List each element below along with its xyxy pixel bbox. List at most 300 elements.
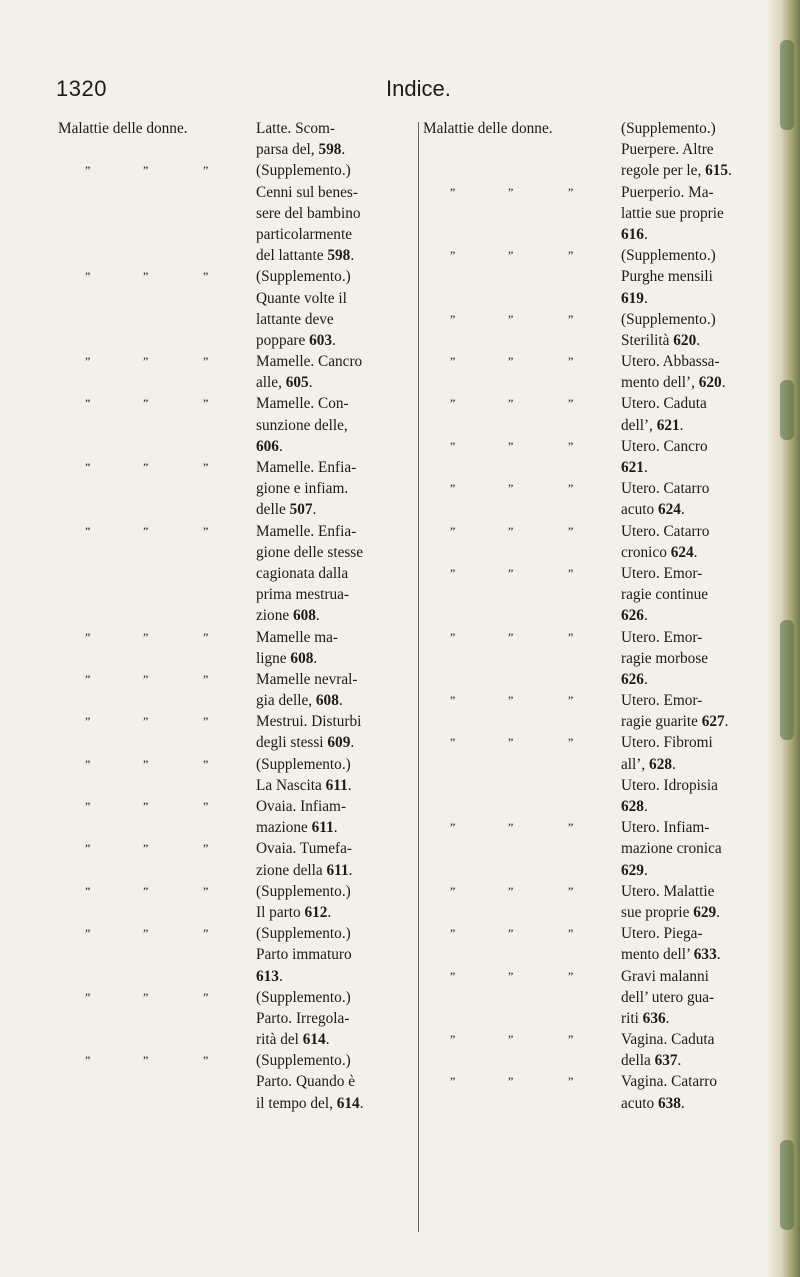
entry-text: zione della 611. bbox=[256, 861, 353, 879]
index-line bbox=[58, 605, 416, 626]
entry-text: Utero. Catarro bbox=[621, 480, 710, 498]
index-line bbox=[423, 478, 775, 499]
ditto-mark: ” bbox=[568, 184, 573, 199]
entry-text: gione e infiam. bbox=[256, 480, 349, 498]
ditto-mark: ” bbox=[143, 460, 148, 474]
ditto-mark: ” bbox=[143, 269, 148, 284]
ditto-mark: ” bbox=[508, 735, 513, 750]
ditto-mark: ” bbox=[85, 523, 90, 538]
ditto-mark: ” bbox=[85, 460, 90, 474]
ditto-mark: ” bbox=[508, 438, 513, 453]
entry-text: Cenni sul benes- bbox=[256, 183, 358, 201]
ditto-mark: ” bbox=[568, 820, 573, 835]
page-reference: 628 bbox=[621, 798, 644, 815]
entry-text: Puerperio. Ma- bbox=[621, 183, 714, 201]
index-line bbox=[58, 711, 416, 732]
ditto-mark: ” bbox=[85, 269, 90, 284]
ditto-mark: ” bbox=[508, 184, 513, 199]
index-line bbox=[423, 923, 775, 944]
index-line bbox=[58, 266, 416, 287]
index-line bbox=[58, 1029, 416, 1050]
ditto-mark: ” bbox=[450, 184, 455, 199]
entry-text: lattante deve bbox=[256, 310, 334, 328]
index-line bbox=[58, 351, 416, 372]
entry-text: Gravi malanni bbox=[621, 967, 709, 985]
entry-text: Mamelle nevral- bbox=[256, 670, 358, 688]
ditto-mark: ” bbox=[508, 1074, 513, 1089]
ditto-mark: ” bbox=[85, 926, 90, 941]
ditto-mark: ” bbox=[568, 438, 573, 453]
entry-text: Utero. Infiam- bbox=[621, 819, 710, 837]
index-line bbox=[58, 1050, 416, 1071]
entry-text: Utero. Emor- bbox=[621, 692, 703, 710]
ditto-mark: ” bbox=[203, 841, 208, 856]
ditto-mark: ” bbox=[143, 523, 148, 538]
entry-text: del lattante 598. bbox=[256, 247, 355, 265]
entry-text: 626. bbox=[621, 607, 648, 625]
index-line bbox=[58, 732, 416, 753]
index-line bbox=[58, 542, 416, 563]
page-reference: 624 bbox=[657, 501, 681, 519]
ditto-mark: ” bbox=[568, 968, 573, 983]
entry-text: (Supplemento.) bbox=[256, 988, 351, 1006]
page-reference: 626 bbox=[621, 670, 644, 688]
index-line bbox=[423, 542, 775, 563]
index-line bbox=[58, 944, 416, 965]
entry-text: ragie morbose bbox=[621, 649, 709, 667]
running-title: Indice. bbox=[386, 76, 451, 101]
ditto-mark: ” bbox=[508, 820, 513, 835]
index-line bbox=[58, 118, 416, 139]
index-line bbox=[423, 796, 775, 817]
index-line bbox=[58, 563, 416, 584]
index-line bbox=[423, 351, 775, 372]
entry-text: dell’, 621. bbox=[621, 416, 684, 434]
entry-text: 629. bbox=[621, 861, 648, 879]
ditto-mark: ” bbox=[143, 883, 148, 898]
ditto-mark: ” bbox=[85, 354, 90, 369]
index-line bbox=[423, 372, 775, 393]
ditto-mark: ” bbox=[508, 396, 513, 411]
entry-text: Parto. Irregola- bbox=[256, 1009, 350, 1027]
index-line bbox=[58, 457, 416, 478]
index-line bbox=[423, 1029, 775, 1050]
ditto-mark: ” bbox=[143, 714, 148, 729]
index-line bbox=[423, 457, 775, 478]
page-reference: 624 bbox=[670, 543, 694, 561]
entry-text: (Supplemento.) bbox=[256, 1052, 351, 1070]
ditto-mark: ” bbox=[508, 565, 513, 580]
entry-text: sue proprie 629. bbox=[621, 903, 720, 921]
entry-text: Utero. Caduta bbox=[621, 395, 707, 413]
ditto-mark: ” bbox=[85, 841, 90, 856]
page-reference: 619 bbox=[621, 289, 644, 307]
ditto-mark: ” bbox=[450, 926, 455, 941]
entry-text: rità del 614. bbox=[256, 1031, 330, 1049]
entry-text: (Supplemento.) bbox=[256, 755, 351, 773]
entry-text: della 637. bbox=[621, 1052, 682, 1070]
ditto-mark: ” bbox=[568, 248, 573, 263]
ditto-mark: ” bbox=[568, 735, 573, 750]
index-line bbox=[423, 711, 775, 732]
ditto-mark: ” bbox=[203, 523, 208, 538]
index-line bbox=[58, 309, 416, 330]
ditto-mark: ” bbox=[508, 629, 513, 644]
page-reference: 598 bbox=[318, 141, 342, 159]
entry-text: cagionata dalla bbox=[256, 564, 349, 582]
entry-text: (Supplemento.) bbox=[621, 120, 716, 137]
page-reference: 613 bbox=[256, 967, 279, 985]
entry-text: Utero. Abbassa- bbox=[621, 353, 720, 371]
entry-text: lattie sue proprie bbox=[621, 204, 724, 222]
index-line bbox=[58, 330, 416, 351]
index-line bbox=[423, 732, 775, 753]
ditto-mark: ” bbox=[450, 1032, 455, 1047]
entry-text: Ovaia. Infiam- bbox=[256, 798, 347, 815]
ditto-mark: ” bbox=[508, 693, 513, 708]
ditto-mark: ” bbox=[203, 163, 208, 178]
entry-text: Purghe mensili bbox=[621, 268, 713, 286]
page-reference: 609 bbox=[327, 734, 351, 752]
ditto-mark: ” bbox=[143, 1053, 148, 1068]
ditto-mark: ” bbox=[508, 523, 513, 538]
ditto-mark: ” bbox=[203, 926, 208, 941]
entry-text: Sterilità 620. bbox=[621, 331, 701, 349]
entry-text: particolarmente bbox=[256, 225, 352, 243]
page-reference: 612 bbox=[304, 903, 328, 921]
index-line bbox=[423, 415, 775, 436]
entry-text: mento dell’ 633. bbox=[621, 946, 721, 964]
page-reference: 611 bbox=[326, 861, 349, 879]
index-line bbox=[58, 139, 416, 160]
index-line bbox=[58, 245, 416, 266]
ditto-mark: ” bbox=[508, 354, 513, 369]
ditto-mark: ” bbox=[85, 756, 90, 771]
index-line bbox=[423, 584, 775, 605]
entry-text: all’, 628. bbox=[621, 755, 676, 773]
entry-text: 628. bbox=[621, 798, 648, 815]
entry-text: Parto immaturo bbox=[256, 946, 352, 964]
index-line bbox=[58, 796, 416, 817]
entry-text: dell’ utero gua- bbox=[621, 988, 715, 1006]
entry-text: Quante volte il bbox=[256, 289, 347, 307]
index-line bbox=[58, 1008, 416, 1029]
index-line bbox=[58, 754, 416, 775]
ditto-mark: ” bbox=[203, 883, 208, 898]
entry-text: (Supplemento.) bbox=[256, 268, 351, 286]
ditto-mark: ” bbox=[508, 311, 513, 326]
page-reference: 629 bbox=[693, 903, 717, 921]
entry-text: 626. bbox=[621, 670, 648, 688]
page-reference: 606 bbox=[256, 437, 279, 455]
ditto-mark: ” bbox=[85, 799, 90, 813]
ditto-mark: ” bbox=[85, 629, 90, 644]
ditto-mark: ” bbox=[568, 354, 573, 369]
ditto-mark: ” bbox=[143, 354, 148, 369]
page-reference: 614 bbox=[302, 1031, 326, 1049]
index-line bbox=[58, 1071, 416, 1092]
index-line bbox=[58, 775, 416, 796]
ditto-mark: ” bbox=[450, 735, 455, 750]
ditto-mark: ” bbox=[450, 396, 455, 411]
index-line bbox=[423, 436, 775, 457]
entry-text: Vagina. Caduta bbox=[621, 1031, 715, 1049]
index-line bbox=[58, 923, 416, 944]
index-line bbox=[423, 944, 775, 965]
ditto-mark: ” bbox=[568, 523, 573, 538]
ditto-mark: ” bbox=[143, 841, 148, 856]
entry-text: regole per le, 615. bbox=[621, 162, 732, 180]
ditto-mark: ” bbox=[450, 481, 455, 496]
ditto-mark: ” bbox=[203, 799, 208, 813]
ditto-mark: ” bbox=[450, 820, 455, 835]
index-line bbox=[58, 288, 416, 309]
ditto-mark: ” bbox=[203, 460, 208, 474]
entry-text: zione 608. bbox=[256, 607, 320, 625]
index-line bbox=[58, 182, 416, 203]
entry-text: cronico 624. bbox=[621, 543, 698, 561]
ditto-mark: ” bbox=[508, 248, 513, 263]
page-reference: 627 bbox=[701, 713, 725, 731]
entry-text: ragie continue bbox=[621, 586, 709, 604]
entry-text: (Supplemento.) bbox=[256, 162, 351, 180]
ditto-mark: ” bbox=[203, 269, 208, 284]
index-line bbox=[58, 499, 416, 520]
index-line bbox=[58, 1093, 416, 1114]
page-reference: 608 bbox=[315, 692, 339, 710]
entry-text: Utero. Malattie bbox=[621, 882, 715, 900]
entry-text: delle 507. bbox=[256, 501, 317, 519]
page-reference: 614 bbox=[336, 1094, 360, 1112]
index-line bbox=[423, 1050, 775, 1071]
entry-text: ligne 608. bbox=[256, 649, 318, 667]
ditto-mark: ” bbox=[85, 714, 90, 729]
ditto-mark: ” bbox=[568, 926, 573, 941]
ditto-mark: ” bbox=[203, 396, 208, 411]
entry-text: 606. bbox=[256, 437, 283, 455]
ditto-mark: ” bbox=[143, 629, 148, 644]
page-reference: 615 bbox=[705, 162, 729, 180]
entry-text: (Supplemento.) bbox=[621, 247, 716, 265]
entry-text: Mamelle ma- bbox=[256, 628, 338, 646]
ditto-mark: ” bbox=[450, 438, 455, 453]
index-line bbox=[423, 627, 775, 648]
entry-text: mazione 611. bbox=[256, 819, 338, 837]
entry-text: Mamelle. Cancro bbox=[256, 353, 363, 371]
entry-text: (Supplemento.) bbox=[621, 310, 716, 328]
ditto-mark: ” bbox=[203, 671, 208, 686]
index-line bbox=[423, 245, 775, 266]
page-reference: 608 bbox=[292, 607, 316, 625]
entry-text: il tempo del, 614. bbox=[256, 1094, 364, 1112]
index-line bbox=[58, 817, 416, 838]
stain-mark bbox=[780, 620, 794, 740]
index-line bbox=[58, 372, 416, 393]
ditto-mark: ” bbox=[568, 565, 573, 580]
index-line bbox=[423, 1071, 775, 1092]
ditto-mark: ” bbox=[143, 396, 148, 411]
index-line bbox=[58, 902, 416, 923]
ditto-mark: ” bbox=[450, 523, 455, 538]
entry-text: Ovaia. Tumefa- bbox=[256, 840, 353, 858]
page-reference: 507 bbox=[289, 501, 313, 519]
page-reference: 628 bbox=[649, 755, 672, 773]
category-label: Malattie delle donne. bbox=[423, 120, 553, 137]
page-reference: 620 bbox=[698, 374, 722, 392]
stain-mark bbox=[780, 1140, 794, 1230]
entry-text: sere del bambino bbox=[256, 204, 361, 222]
ditto-mark: ” bbox=[143, 671, 148, 686]
page-reference: 621 bbox=[656, 416, 680, 434]
ditto-mark: ” bbox=[508, 1032, 513, 1047]
entry-text: La Nascita 611. bbox=[256, 776, 352, 794]
index-line bbox=[58, 393, 416, 414]
index-line bbox=[423, 139, 775, 160]
stain-mark bbox=[780, 380, 794, 440]
index-line bbox=[58, 203, 416, 224]
ditto-mark: ” bbox=[508, 926, 513, 941]
entry-text: Puerpere. Altre bbox=[621, 141, 714, 159]
ditto-mark: ” bbox=[85, 989, 90, 1004]
ditto-mark: ” bbox=[203, 756, 208, 771]
ditto-mark: ” bbox=[143, 756, 148, 771]
entry-text: Utero. Cancro bbox=[621, 437, 708, 455]
entry-text: Utero. Emor- bbox=[621, 564, 703, 582]
index-line bbox=[423, 902, 775, 923]
entry-text: 613. bbox=[256, 967, 283, 985]
page-reference: 616 bbox=[621, 225, 644, 243]
entry-text: Utero. Piega- bbox=[621, 925, 703, 943]
ditto-mark: ” bbox=[508, 968, 513, 983]
index-line bbox=[58, 987, 416, 1008]
index-line bbox=[423, 690, 775, 711]
index-line bbox=[423, 754, 775, 775]
index-line bbox=[58, 669, 416, 690]
entry-text: prima mestrua- bbox=[256, 586, 350, 604]
entry-text: parsa del, 598. bbox=[256, 141, 346, 159]
page-reference: 605 bbox=[285, 374, 309, 392]
ditto-mark: ” bbox=[85, 1053, 90, 1068]
index-line bbox=[423, 118, 775, 139]
entry-text: Utero. Fibromi bbox=[621, 734, 713, 752]
ditto-mark: ” bbox=[450, 629, 455, 644]
index-line bbox=[58, 838, 416, 859]
entry-text: Mestrui. Disturbi bbox=[256, 713, 362, 731]
entry-text: Utero. Catarro bbox=[621, 522, 710, 540]
ditto-mark: ” bbox=[85, 163, 90, 178]
index-line bbox=[423, 669, 775, 690]
right-column bbox=[423, 118, 775, 1114]
index-line bbox=[58, 966, 416, 987]
index-line bbox=[423, 860, 775, 881]
entry-text: degli stessi 609. bbox=[256, 734, 355, 752]
ditto-mark: ” bbox=[450, 354, 455, 369]
ditto-mark: ” bbox=[143, 989, 148, 1004]
page-reference: 633 bbox=[693, 946, 717, 964]
entry-text: poppare 603. bbox=[256, 331, 336, 349]
page-reference: 611 bbox=[325, 776, 348, 794]
entry-text: Mamelle. Enfia- bbox=[256, 459, 357, 476]
index-line bbox=[423, 817, 775, 838]
entry-text: sunzione delle, bbox=[256, 416, 348, 434]
ditto-mark: ” bbox=[450, 968, 455, 983]
ditto-mark: ” bbox=[568, 1032, 573, 1047]
index-line bbox=[423, 1008, 775, 1029]
entry-text: Vagina. Catarro bbox=[621, 1073, 717, 1091]
ditto-mark: ” bbox=[143, 163, 148, 178]
index-line bbox=[423, 881, 775, 902]
index-line bbox=[423, 966, 775, 987]
index-line bbox=[423, 605, 775, 626]
ditto-mark: ” bbox=[450, 565, 455, 580]
index-line bbox=[423, 987, 775, 1008]
entry-text: Utero. Emor- bbox=[621, 628, 703, 646]
ditto-mark: ” bbox=[568, 311, 573, 326]
ditto-mark: ” bbox=[508, 481, 513, 496]
index-line bbox=[423, 224, 775, 245]
page-reference: 629 bbox=[621, 861, 644, 879]
ditto-mark: ” bbox=[450, 883, 455, 898]
entry-text: riti 636. bbox=[621, 1009, 670, 1027]
entry-text: 621. bbox=[621, 459, 648, 476]
page-reference: 611 bbox=[311, 819, 334, 837]
page-reference: 603 bbox=[309, 331, 333, 349]
index-line bbox=[58, 436, 416, 457]
index-line bbox=[423, 838, 775, 859]
ditto-mark: ” bbox=[508, 883, 513, 898]
entry-text: Mamelle. Enfia- bbox=[256, 522, 357, 540]
index-line bbox=[58, 648, 416, 669]
index-line bbox=[58, 860, 416, 881]
entry-text: 616. bbox=[621, 225, 648, 243]
entry-text: 619. bbox=[621, 289, 648, 307]
ditto-mark: ” bbox=[203, 354, 208, 369]
index-line bbox=[423, 309, 775, 330]
index-line bbox=[58, 224, 416, 245]
entry-text: Latte. Scom- bbox=[256, 120, 336, 137]
ditto-mark: ” bbox=[203, 629, 208, 644]
column-divider bbox=[418, 122, 419, 1232]
index-line bbox=[423, 288, 775, 309]
entry-text: (Supplemento.) bbox=[256, 925, 351, 943]
index-line bbox=[58, 627, 416, 648]
page-reference: 598 bbox=[327, 247, 351, 265]
page-reference: 626 bbox=[621, 607, 644, 625]
index-line bbox=[58, 160, 416, 181]
page-reference: 637 bbox=[654, 1052, 678, 1070]
ditto-mark: ” bbox=[203, 1053, 208, 1068]
ditto-mark: ” bbox=[568, 481, 573, 496]
entry-text: Il parto 612. bbox=[256, 903, 332, 921]
page-reference: 620 bbox=[673, 331, 697, 349]
index-line bbox=[58, 478, 416, 499]
index-line bbox=[58, 690, 416, 711]
index-line bbox=[423, 266, 775, 287]
ditto-mark: ” bbox=[568, 396, 573, 411]
index-line bbox=[58, 521, 416, 542]
entry-text: (Supplemento.) bbox=[256, 882, 351, 900]
index-line bbox=[58, 881, 416, 902]
index-line bbox=[423, 393, 775, 414]
entry-text: Utero. Idropisia bbox=[621, 776, 718, 794]
ditto-mark: ” bbox=[450, 693, 455, 708]
index-line bbox=[423, 563, 775, 584]
ditto-mark: ” bbox=[568, 629, 573, 644]
index-line bbox=[423, 521, 775, 542]
left-column bbox=[58, 118, 416, 1114]
index-line bbox=[423, 648, 775, 669]
entry-text: mazione cronica bbox=[621, 840, 722, 858]
